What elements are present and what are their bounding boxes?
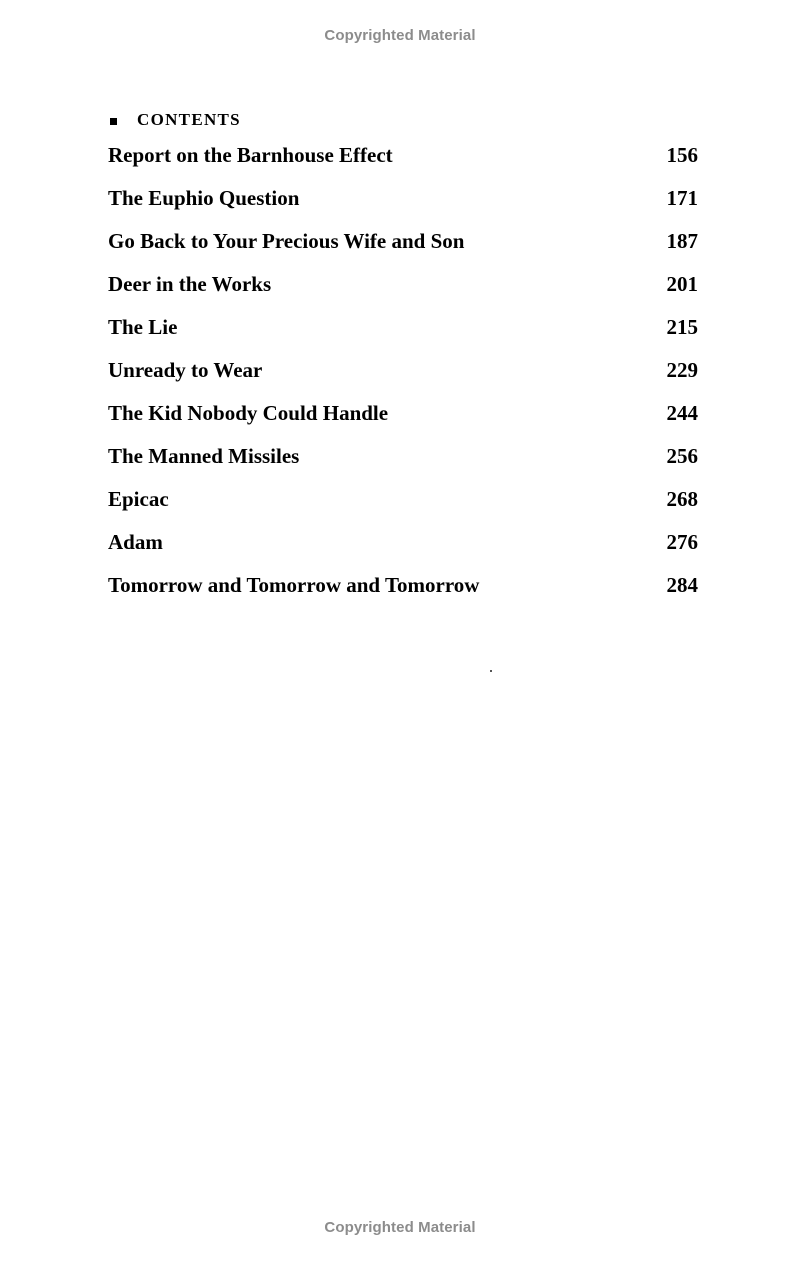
toc-entry-page: 201 (666, 272, 698, 296)
toc-entry (108, 224, 698, 267)
square-bullet-icon (110, 118, 117, 125)
toc-entry-title: Tomorrow and Tomorrow and Tomorrow (108, 573, 480, 597)
toc-entry-page: 215 (666, 315, 698, 339)
toc-entry-title: The Manned Missiles (108, 444, 300, 468)
toc-entry-page: 284 (666, 573, 698, 597)
toc-entry (108, 525, 698, 568)
scan-speck (490, 670, 492, 672)
toc-entry-page: 229 (666, 358, 698, 382)
toc-entry (108, 353, 698, 396)
toc-entry-page: 187 (666, 229, 698, 253)
toc-entry-title: Deer in the Works (108, 272, 272, 296)
toc-entry-page: 276 (666, 530, 698, 554)
toc-entry-title: The Kid Nobody Could Handle (108, 401, 389, 425)
toc-entry-page: 256 (666, 444, 698, 468)
copyright-watermark-bottom: Copyrighted Material (324, 1219, 476, 1236)
toc-entry-title: Report on the Barnhouse Effect (108, 143, 393, 167)
toc-entry-title: Unready to Wear (108, 358, 263, 382)
toc-entry (108, 568, 698, 611)
toc-entry-title: The Lie (108, 315, 178, 339)
toc-entry-page: 171 (666, 186, 698, 210)
copyright-watermark-top: Copyrighted Material (324, 27, 476, 44)
toc-entry (108, 181, 698, 224)
toc-entry (108, 439, 698, 482)
toc-entry-page: 244 (666, 401, 698, 425)
toc-entry (108, 310, 698, 353)
toc-entry-page: 268 (666, 487, 698, 511)
toc-entry-title: Epicac (108, 487, 169, 511)
toc-entry (108, 482, 698, 525)
table-of-contents (108, 138, 698, 611)
toc-entry (108, 138, 698, 181)
toc-entry (108, 267, 698, 310)
contents-heading-label: CONTENTS (137, 110, 241, 129)
contents-heading (110, 110, 241, 130)
toc-entry-title: Go Back to Your Precious Wife and Son (108, 229, 465, 253)
toc-entry (108, 396, 698, 439)
toc-entry-page: 156 (666, 143, 698, 167)
toc-entry-title: Adam (108, 530, 163, 554)
toc-entry-title: The Euphio Question (108, 186, 300, 210)
